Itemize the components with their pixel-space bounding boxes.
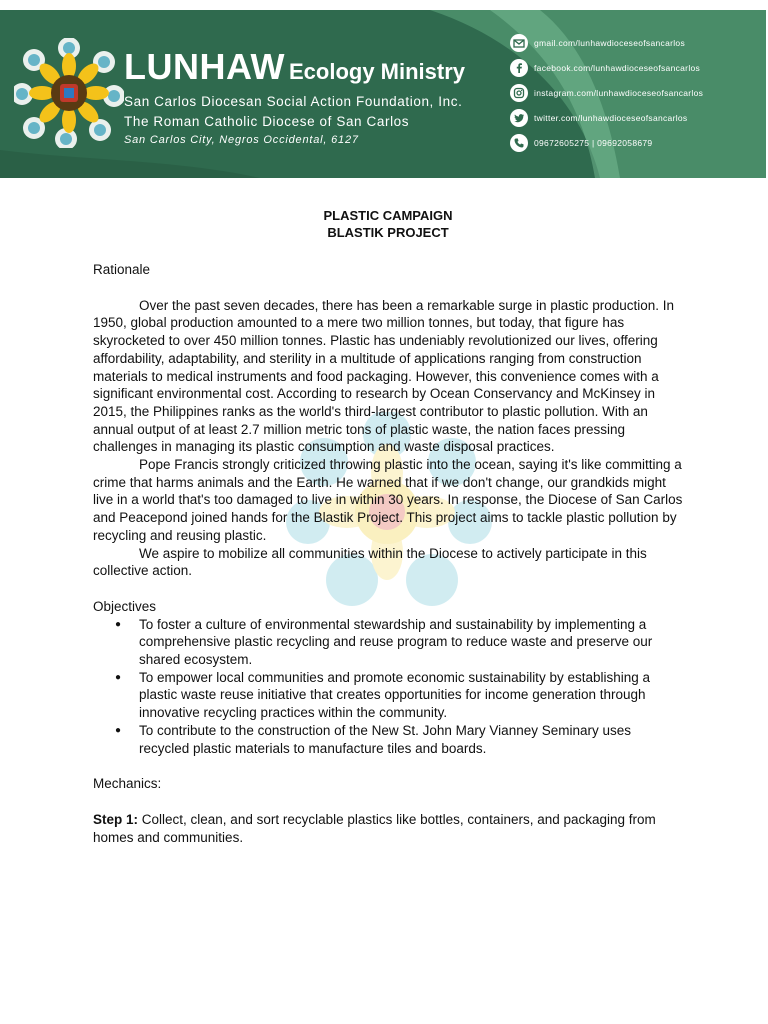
mechanics-heading: Mechanics: bbox=[93, 776, 162, 792]
header-banner bbox=[0, 10, 766, 178]
rationale-paragraph-3: We aspire to mobilize all communities within the Diocese to actively participate in this collective action. bbox=[93, 545, 647, 579]
brand-subtitle: Ecology Ministry bbox=[288, 59, 466, 84]
contact-twitter-text: twitter.com/lunhawdioceseofsancarlos bbox=[534, 112, 688, 123]
brand-name: LUNHAW bbox=[124, 46, 285, 87]
brand-title bbox=[124, 46, 465, 88]
contact-phone-text: 09672605275 | 09692058679 bbox=[534, 137, 653, 148]
document-body bbox=[93, 207, 683, 846]
objectives-heading: Objectives bbox=[93, 598, 157, 614]
org-foundation: San Carlos Diocesan Social Action Foundation, Inc. bbox=[124, 94, 463, 109]
instagram-icon bbox=[510, 84, 528, 102]
list-item: ● To contribute to the construction of the New St. John Mary Vianney Seminary uses recycled plastic materials to manufacture tiles and boards. bbox=[139, 722, 683, 757]
contact-instagram-text: instagram.com/lunhawdioceseofsancarlos bbox=[534, 87, 704, 98]
rationale-heading: Rationale bbox=[93, 262, 151, 277]
mechanics-step-1 bbox=[93, 811, 683, 846]
org-location: San Carlos City, Negros Occidental, 6127 bbox=[124, 134, 359, 146]
step-1-text: Collect, clean, and sort recyclable plastics like bottles, containers, and packaging from homes and communities. bbox=[93, 811, 656, 845]
step-1-label: Step 1: bbox=[93, 811, 139, 827]
rationale-paragraph-1: Over the past seven decades, there has been a remarkable surge in plastic production. In 1950, global production amounted to a mere two million tonnes, but today, that figure has skyrocketed to over 450 million tonnes. Plastic has undeniably revolutionized our lives, offering affordability, adaptability, and sterility in a multitude of applications ranging from construction materials to medical instruments and food packaging. However, this convenience comes with a significant environmental cost. According to research by Ocean Conservancy and McKinsey in 2015, the Philippines ranks as the world's third-largest contributor to plastic pollution. With an annual output of at least 2.7 million metric tons of plastic waste, the nation faces pressing challenges in managing its plastic consumption and waste disposal practices. bbox=[93, 297, 675, 455]
contact-list bbox=[510, 32, 760, 157]
phone-icon bbox=[510, 134, 528, 152]
objectives-list bbox=[93, 616, 683, 758]
facebook-icon bbox=[510, 59, 528, 77]
contact-phone[interactable] bbox=[510, 132, 760, 153]
list-item: ● To foster a culture of environmental stewardship and sustainability by implementing a comprehensive plastic recycling and reuse program to reduce waste and preserve our shared ecosystem. bbox=[139, 616, 683, 669]
contact-facebook-text: facebook.com/lunhawdioceseofsancarlos bbox=[534, 62, 701, 73]
document-subtitle: BLASTIK PROJECT bbox=[327, 225, 449, 240]
mail-icon bbox=[510, 34, 528, 52]
list-item: ● To empower local communities and promote economic sustainability by establishing a plastic waste reuse initiative that creates opportunities for income generation through innovative recycling practices within the community. bbox=[139, 669, 683, 722]
org-diocese: The Roman Catholic Diocese of San Carlos bbox=[124, 114, 410, 129]
rationale-paragraph-2: Pope Francis strongly criticized throwing plastic into the ocean, saying it's like committing a crime that harms animals and the Earth. He warned that if we don't change, our grandkids might live in a world that's too damaged to live in within 30 years. In response, the Diocese of San Carlos and Peacepond joined hands for the Blastik Project. This project aims to tackle plastic pollution by recycling and reusing plastic. bbox=[93, 457, 683, 543]
contact-facebook[interactable] bbox=[510, 57, 760, 78]
contact-email[interactable] bbox=[510, 32, 760, 53]
contact-twitter[interactable] bbox=[510, 107, 760, 128]
lunhaw-logo bbox=[14, 38, 124, 148]
contact-instagram[interactable] bbox=[510, 82, 760, 103]
twitter-icon bbox=[510, 109, 528, 127]
contact-email-text: gmail.com/lunhawdioceseofsancarlos bbox=[534, 37, 685, 48]
document-title: PLASTIC CAMPAIGN bbox=[323, 208, 453, 223]
